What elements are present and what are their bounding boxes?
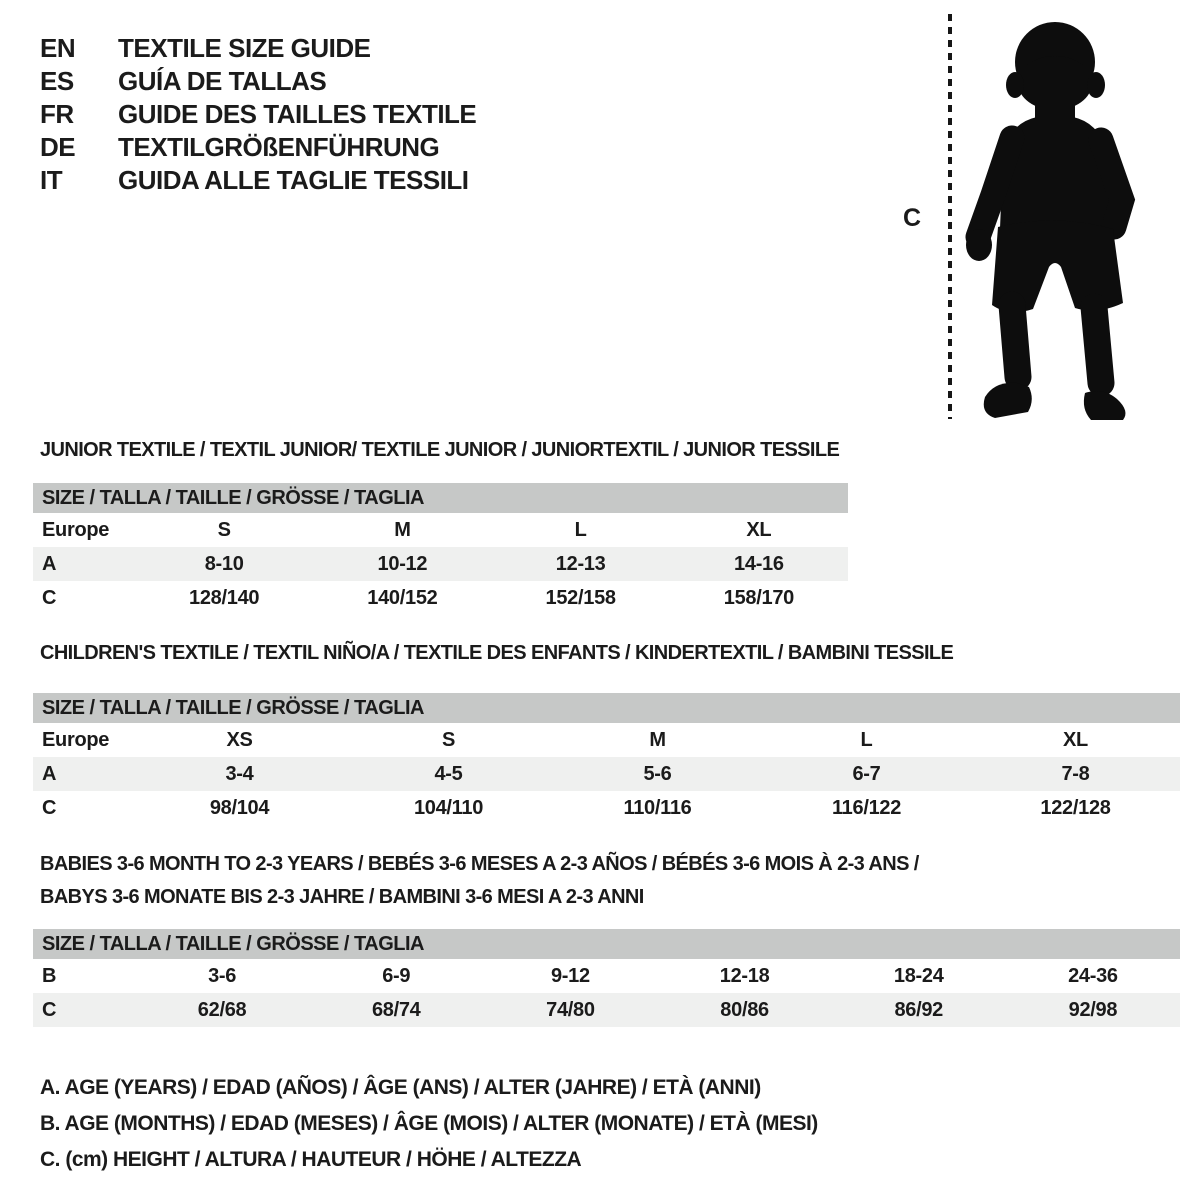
table-row-europe bbox=[33, 723, 1180, 757]
height-cell: 62/68 bbox=[197, 998, 247, 1021]
row-label: A bbox=[42, 762, 57, 785]
height-measure-label: C bbox=[903, 204, 922, 232]
height-measure-dashed-line bbox=[948, 14, 952, 419]
age-cell: 4-5 bbox=[434, 762, 463, 785]
size-cell: S bbox=[217, 518, 231, 541]
size-cell: XS bbox=[226, 728, 253, 751]
size-cell: L bbox=[860, 728, 873, 751]
height-cell: 80/86 bbox=[720, 998, 769, 1021]
legend bbox=[40, 1070, 818, 1178]
junior-section-title: JUNIOR TEXTILE / TEXTIL JUNIOR/ TEXTILE JUNIOR / JUNIORTEXTIL / JUNIOR TESSILE bbox=[40, 439, 840, 461]
table-row-height bbox=[33, 791, 1180, 825]
language-row bbox=[40, 32, 476, 65]
age-cell: 6-7 bbox=[852, 762, 881, 785]
size-cell: M bbox=[394, 518, 411, 541]
months-cell: 24-36 bbox=[1068, 964, 1118, 987]
table-row-height bbox=[33, 581, 848, 615]
size-header-bar: SIZE / TALLA / TAILLE / GRÖSSE / TAGLIA bbox=[33, 929, 1180, 959]
height-cell: 158/170 bbox=[723, 586, 794, 609]
months-cell: 9-12 bbox=[550, 964, 590, 987]
legend-line-a: A. AGE (YEARS) / EDAD (AÑOS) / ÂGE (ANS) / ALTER (JAHRE) / ETÀ (ANNI) bbox=[40, 1076, 761, 1099]
months-cell: 18-24 bbox=[893, 964, 944, 987]
language-row bbox=[40, 131, 476, 164]
babies-section-title bbox=[40, 848, 919, 914]
months-cell: 6-9 bbox=[382, 964, 411, 987]
size-cell: XL bbox=[1063, 728, 1088, 751]
height-cell: 92/98 bbox=[1068, 998, 1118, 1021]
size-cell: M bbox=[649, 728, 666, 751]
height-cell: 110/116 bbox=[623, 796, 692, 819]
babies-size-table bbox=[33, 929, 1180, 1027]
height-cell: 152/158 bbox=[545, 586, 616, 609]
toddler-silhouette-icon bbox=[965, 15, 1140, 420]
language-row bbox=[40, 98, 476, 131]
months-cell: 3-6 bbox=[208, 964, 237, 987]
legend-line-b: B. AGE (MONTHS) / EDAD (MESES) / ÂGE (MOIS) / ALTER (MONATE) / ETÀ (MESI) bbox=[40, 1112, 818, 1135]
age-cell: 5-6 bbox=[643, 762, 672, 785]
row-label: C bbox=[42, 998, 57, 1021]
children-section-title: CHILDREN'S TEXTILE / TEXTIL NIÑO/A / TEXTILE DES ENFANTS / KINDERTEXTIL / BAMBINI TESSILE bbox=[40, 642, 954, 664]
height-cell: 140/152 bbox=[367, 586, 438, 609]
age-cell: 12-13 bbox=[555, 552, 606, 575]
age-cell: 8-10 bbox=[204, 552, 244, 575]
table-row-age bbox=[33, 757, 1180, 791]
size-cell: L bbox=[574, 518, 587, 541]
height-cell: 104/110 bbox=[413, 796, 484, 819]
language-code: EN bbox=[40, 33, 76, 63]
babies-title-line-2: BABYS 3-6 MONATE BIS 2-3 JAHRE / BAMBINI 3-6 MESI A 2-3 ANNI bbox=[40, 886, 644, 908]
height-cell: 68/74 bbox=[371, 998, 421, 1021]
height-cell: 74/80 bbox=[546, 998, 595, 1021]
language-code: FR bbox=[40, 99, 74, 129]
height-cell: 98/104 bbox=[209, 796, 270, 819]
language-row bbox=[40, 164, 476, 197]
size-header-bar: SIZE / TALLA / TAILLE / GRÖSSE / TAGLIA bbox=[33, 693, 1180, 723]
age-cell: 14-16 bbox=[734, 552, 784, 575]
age-cell: 3-4 bbox=[225, 762, 254, 785]
language-title: GUIDE DES TAILLES TEXTILE bbox=[118, 99, 477, 129]
row-label: Europe bbox=[42, 728, 110, 751]
size-cell: S bbox=[441, 728, 456, 751]
babies-title-line-1: BABIES 3-6 MONTH TO 2-3 YEARS / BEBÉS 3-6 MESES A 2-3 AÑOS / BÉBÉS 3-6 MOIS À 2-3 ANS / bbox=[40, 853, 919, 875]
age-cell: 7-8 bbox=[1061, 762, 1090, 785]
children-size-table bbox=[33, 693, 1180, 825]
months-cell: 12-18 bbox=[719, 964, 770, 987]
table-row-months bbox=[33, 959, 1180, 993]
language-title-list bbox=[40, 32, 476, 197]
table-row-age bbox=[33, 547, 848, 581]
language-row bbox=[40, 65, 476, 98]
height-cell: 116/122 bbox=[831, 796, 902, 819]
language-title: TEXTILE SIZE GUIDE bbox=[118, 33, 371, 63]
language-title: TEXTILGRÖßENFÜHRUNG bbox=[118, 132, 440, 162]
language-title: GUIDA ALLE TAGLIE TESSILI bbox=[118, 165, 469, 195]
height-cell: 128/140 bbox=[189, 586, 260, 609]
row-label: Europe bbox=[42, 518, 110, 541]
height-cell: 86/92 bbox=[894, 998, 944, 1021]
language-code: IT bbox=[40, 165, 63, 195]
row-label: C bbox=[42, 796, 57, 819]
age-cell: 10-12 bbox=[377, 552, 428, 575]
legend-line-c: C. (cm) HEIGHT / ALTURA / HAUTEUR / HÖHE / ALTEZZA bbox=[40, 1148, 582, 1171]
row-label: A bbox=[42, 552, 57, 575]
language-title: GUÍA DE TALLAS bbox=[118, 66, 327, 96]
language-code: DE bbox=[40, 132, 76, 162]
table-row-europe bbox=[33, 513, 848, 547]
table-row-height bbox=[33, 993, 1180, 1027]
size-cell: XL bbox=[746, 518, 772, 541]
height-cell: 122/128 bbox=[1040, 796, 1111, 819]
row-label: B bbox=[42, 964, 57, 987]
row-label: C bbox=[42, 586, 57, 609]
language-code: ES bbox=[40, 66, 74, 96]
size-header-bar: SIZE / TALLA / TAILLE / GRÖSSE / TAGLIA bbox=[33, 483, 848, 513]
junior-size-table bbox=[33, 483, 848, 615]
